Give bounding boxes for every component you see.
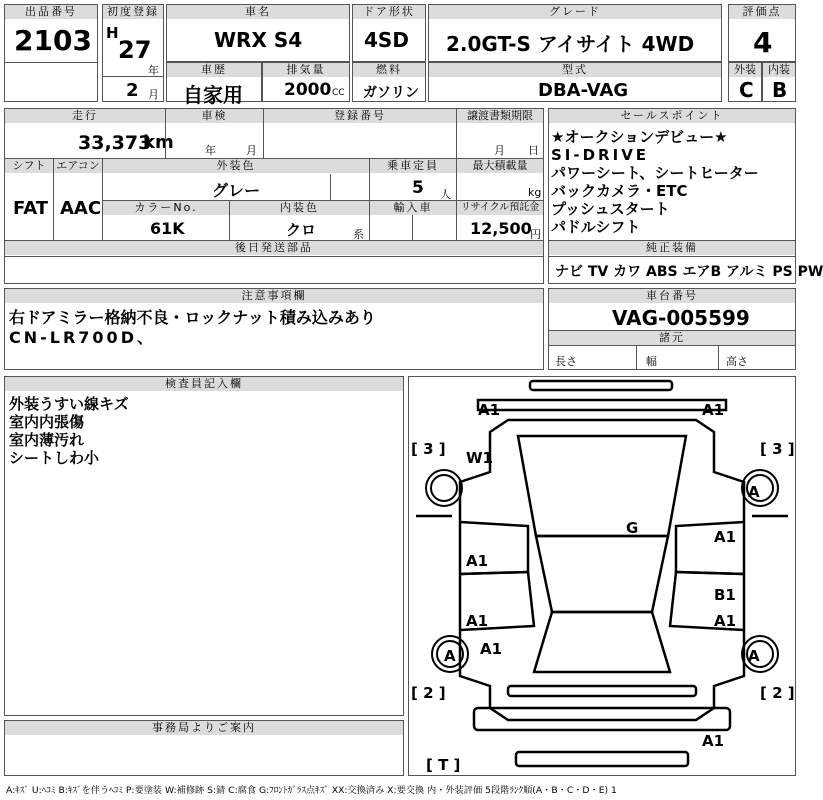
load-label: 最大積載量 (457, 159, 543, 173)
shift-label: シフト (5, 159, 53, 173)
history-label: 車歴 (167, 63, 261, 77)
vline (412, 215, 413, 240)
inspector-line: 室内薄汚れ (9, 431, 85, 449)
first-reg-month: 2 (126, 80, 139, 101)
inspector-label: 検査員記入欄 (5, 377, 403, 391)
recycle-unit: 円 (530, 228, 541, 241)
int-color-label: 内装色 (230, 201, 369, 215)
inspection-label: 車検 (166, 109, 263, 123)
inspection-month-unit: 月 (246, 144, 257, 157)
vline (636, 345, 637, 370)
recycle-value: 12,500 (470, 219, 532, 238)
displacement-value: 2000 (284, 80, 332, 100)
sales-point-line: ★オークションデビュー★ (551, 128, 728, 146)
panel-count: [ 3 ] (760, 440, 795, 458)
fuel-label: 燃料 (353, 63, 425, 77)
interior-label: 内装 (763, 63, 795, 77)
exterior-label: 外装 (729, 63, 761, 77)
interior-grade: B (772, 78, 788, 102)
damage-mark: A (444, 647, 456, 665)
displacement-unit: CC (332, 88, 345, 98)
note-line: CN-LR700D、 (9, 328, 156, 347)
grade-label: グレード (429, 5, 721, 19)
damage-mark: A1 (702, 732, 725, 750)
legend-text: A:ｷｽﾞ U:ﾍｺﾐ B:ｷｽﾞを伴うﾍｺﾐ P:要塗装 W:補修跡 S:錆 C:腐食 G:ﾌﾛﾝﾄｶﾞﾗｽ点ｷｽﾞ XX:交換済み X:要交換 内・外装評価 5段階ﾗﾝｸ順(A・B・C・D・E) 1 (6, 785, 617, 796)
notes-label: 注意事項欄 (5, 289, 543, 303)
damage-mark: W1 (466, 449, 493, 467)
reg-no-label: 登録番号 (264, 109, 456, 123)
exterior-grade: C (739, 78, 754, 102)
equip-item: アルミ (726, 264, 768, 280)
damage-mark: A1 (466, 612, 489, 630)
car-name: WRX S4 (214, 28, 303, 52)
note-line: 右ドアミラー格納不良・ロックナット積み込みあり (9, 308, 376, 327)
ext-color-label: 外装色 (103, 159, 369, 173)
inspector-line: 室内内張傷 (9, 413, 85, 431)
transfer-month-unit: 月 (494, 144, 505, 157)
mileage-unit: km (143, 132, 174, 153)
aircon-value: AAC (60, 198, 102, 219)
hline (4, 256, 544, 257)
capacity-unit: 人 (440, 188, 451, 201)
first-reg-year: 27 (118, 36, 152, 64)
rear-window-outline (534, 612, 670, 672)
vline (718, 345, 719, 370)
capacity-label: 乗車定員 (370, 159, 456, 173)
model-value: DBA-VAG (538, 80, 629, 101)
int-color-value: クロ (286, 221, 317, 239)
damage-mark: A1 (714, 612, 737, 630)
car-name-label: 車名 (167, 5, 349, 19)
equip-item: ABS (646, 264, 678, 280)
damage-mark: G (626, 519, 639, 537)
equip-item: PS (772, 264, 793, 280)
equip-item: TV (587, 264, 609, 280)
fuel-value: ガソリン (363, 85, 419, 101)
lot-number: 2103 (14, 24, 92, 57)
damage-mark: A1 (478, 401, 501, 419)
equip-item: ナビ (555, 264, 583, 280)
length-label: 長さ (555, 355, 577, 368)
color-no-label: カラーNo. (103, 201, 229, 215)
genuine-equipment-label: 純正装備 (549, 241, 795, 255)
damage-mark: A1 (480, 640, 503, 658)
panel-count: [ T ] (426, 756, 461, 774)
body-outline (460, 420, 744, 720)
score-label: 評価点 (729, 5, 795, 19)
equip-item: エアB (682, 264, 722, 280)
damage-mark: B1 (714, 586, 736, 604)
ext-color-value: グレー (212, 181, 261, 200)
mileage-value: 33,373 (78, 132, 152, 154)
sales-point-line: プッシュスタート (551, 200, 670, 218)
hline (548, 345, 796, 346)
hline (548, 256, 796, 257)
height-label: 高さ (726, 355, 748, 368)
inspection-year-unit: 年 (205, 144, 216, 157)
equip-item: PW (797, 264, 823, 280)
import-label: 輸入車 (370, 201, 456, 215)
shift-value: FAT (13, 198, 49, 219)
panel-count: [ 2 ] (760, 684, 795, 702)
displacement-label: 排気量 (263, 63, 349, 77)
door-type: 4SD (364, 28, 409, 52)
rear-bumper-outline (508, 686, 696, 696)
year-unit: 年 (148, 64, 159, 77)
transfer-day-unit: 日 (528, 144, 539, 157)
genuine-equipment-list (555, 261, 823, 281)
mileage-label: 走行 (5, 109, 165, 123)
history-value: 自家用 (183, 83, 243, 107)
first-reg-label: 初度登録 (103, 5, 163, 19)
first-reg-divider (102, 76, 164, 77)
damage-mark: A (748, 647, 760, 665)
car-diagram (408, 376, 796, 776)
inspector-line: 外装うすい線キズ (9, 395, 129, 413)
later-parts-label: 後日発送部品 (5, 241, 543, 255)
score-value: 4 (753, 26, 773, 59)
front-bumper-outline (530, 381, 672, 390)
dims-label: 諸元 (549, 331, 795, 345)
inspector-line: シートしわ小 (9, 449, 100, 467)
width-label: 幅 (646, 355, 657, 368)
grade-value: 2.0GT-S アイサイト 4WD (446, 32, 695, 56)
damage-mark: A1 (466, 552, 489, 570)
month-unit: 月 (148, 88, 159, 101)
recycle-label: リサイクル預託金 (457, 201, 543, 215)
roof-outline (536, 536, 668, 612)
lot-label: 出品番号 (5, 5, 97, 19)
lot-divider (4, 62, 98, 63)
sales-point-line: SI-DRIVE (551, 146, 650, 164)
windshield-outline (518, 436, 686, 536)
sales-points-label: セールスポイント (549, 109, 795, 123)
transfer-label: 譲渡書類期限 (457, 109, 543, 123)
vline (330, 174, 331, 200)
capacity-value: 5 (412, 178, 424, 198)
sales-point-line: パドルシフト (551, 218, 641, 236)
load-unit: kg (528, 186, 542, 199)
color-no-value: 61K (150, 219, 185, 238)
era-letter: H (106, 24, 119, 42)
chassis-number: VAG-005599 (612, 306, 750, 330)
sales-point-line: パワーシート、シートヒーター (551, 164, 759, 182)
damage-mark: A (748, 483, 760, 501)
office-label: 事務局よりご案内 (5, 721, 403, 735)
damage-mark: A1 (714, 528, 737, 546)
chassis-label: 車台番号 (549, 289, 795, 303)
int-color-unit: 系 (353, 228, 364, 241)
trunk-outline (516, 752, 688, 766)
aircon-label: エアコン (54, 159, 102, 173)
front-panel-outline (478, 400, 726, 410)
equip-item: カワ (613, 264, 642, 280)
panel-count: [ 3 ] (411, 440, 446, 458)
model-label: 型式 (429, 63, 721, 77)
damage-mark: A1 (702, 401, 725, 419)
door-label: ドア形状 (353, 5, 425, 19)
panel-count: [ 2 ] (411, 684, 446, 702)
sales-point-line: バックカメラ・ETC (551, 182, 688, 200)
